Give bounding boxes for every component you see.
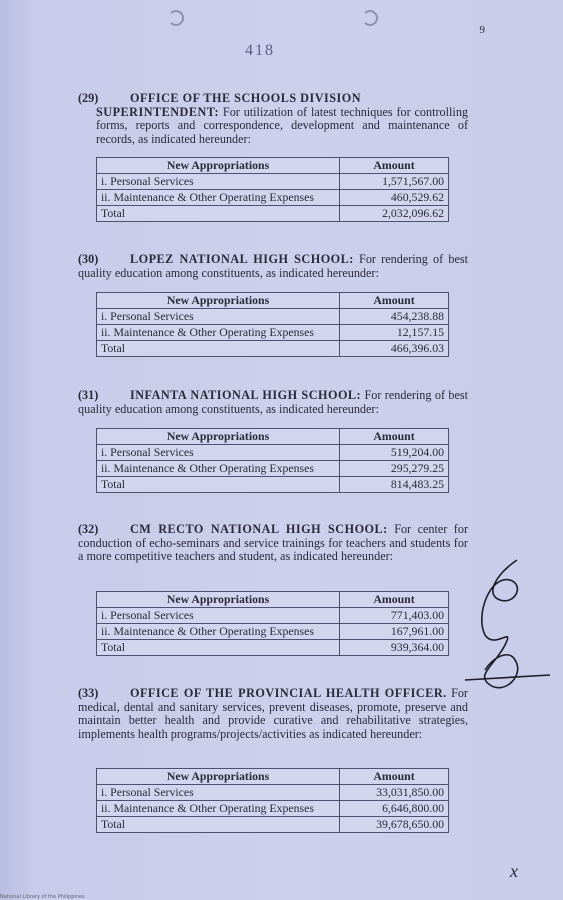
punch-hole	[362, 10, 378, 26]
appropriations-table-29: New Appropriations Amount i. Personal Services 1,571,567.00 ii. Maintenance & Other Operating Expenses 460,529.62 Total 2,032,096.62	[96, 157, 449, 222]
punch-hole	[168, 10, 184, 26]
section-30: (30) LOPEZ NATIONAL HIGH SCHOOL: For rendering of best quality education among constituents, as indicated hereunder:	[78, 252, 469, 280]
section-33: (33) OFFICE OF THE PROVINCIAL HEALTH OFFICER. For medical, dental and sanitary services, prevent diseases, promote, preserve and maintain better health and provide curative and rehabilitative strategies, implements health programs/projects/activities as indicated hereunder:	[78, 686, 468, 741]
footer-text: National Library of the Philippines	[0, 894, 85, 900]
stamp-number: 418	[245, 42, 275, 59]
corner-mark: x	[510, 861, 518, 881]
section-32: (32) CM RECTO NATIONAL HIGH SCHOOL: For center for conduction of echo-seminars and service trainings for teachers and students for a more competitive teachers and student, as indicated hereunder:	[78, 522, 468, 563]
appropriations-table-31: New Appropriations Amount i. Personal Services 519,204.00 ii. Maintenance & Other Operating Expenses 295,279.25 Total 814,483.25	[96, 428, 449, 493]
page-number: 9	[479, 24, 485, 36]
appropriations-table-33: New Appropriations Amount i. Personal Services 33,031,850.00 ii. Maintenance & Other Operating Expenses 6,646,800.00 Total 39,678,650.00	[96, 768, 449, 833]
appropriations-table-32: New Appropriations Amount i. Personal Services 771,403.00 ii. Maintenance & Other Operating Expenses 167,961.00 Total 939,364.00	[96, 591, 449, 656]
section-29: (29) OFFICE OF THE SCHOOLS DIVISION SUPERINTENDENT: For utilization of latest techniques for controlling forms, reports and correspondence, development and maintenance of records, as indicated hereunder:	[78, 91, 469, 146]
signature-icon	[455, 555, 555, 705]
section-31: (31) INFANTA NATIONAL HIGH SCHOOL: For rendering of best quality education among constituents, as indicated hereunder:	[78, 388, 468, 416]
appropriations-table-30: New Appropriations Amount i. Personal Services 454,238.88 ii. Maintenance & Other Operating Expenses 12,157.15 Total 466,396.03	[96, 292, 449, 357]
